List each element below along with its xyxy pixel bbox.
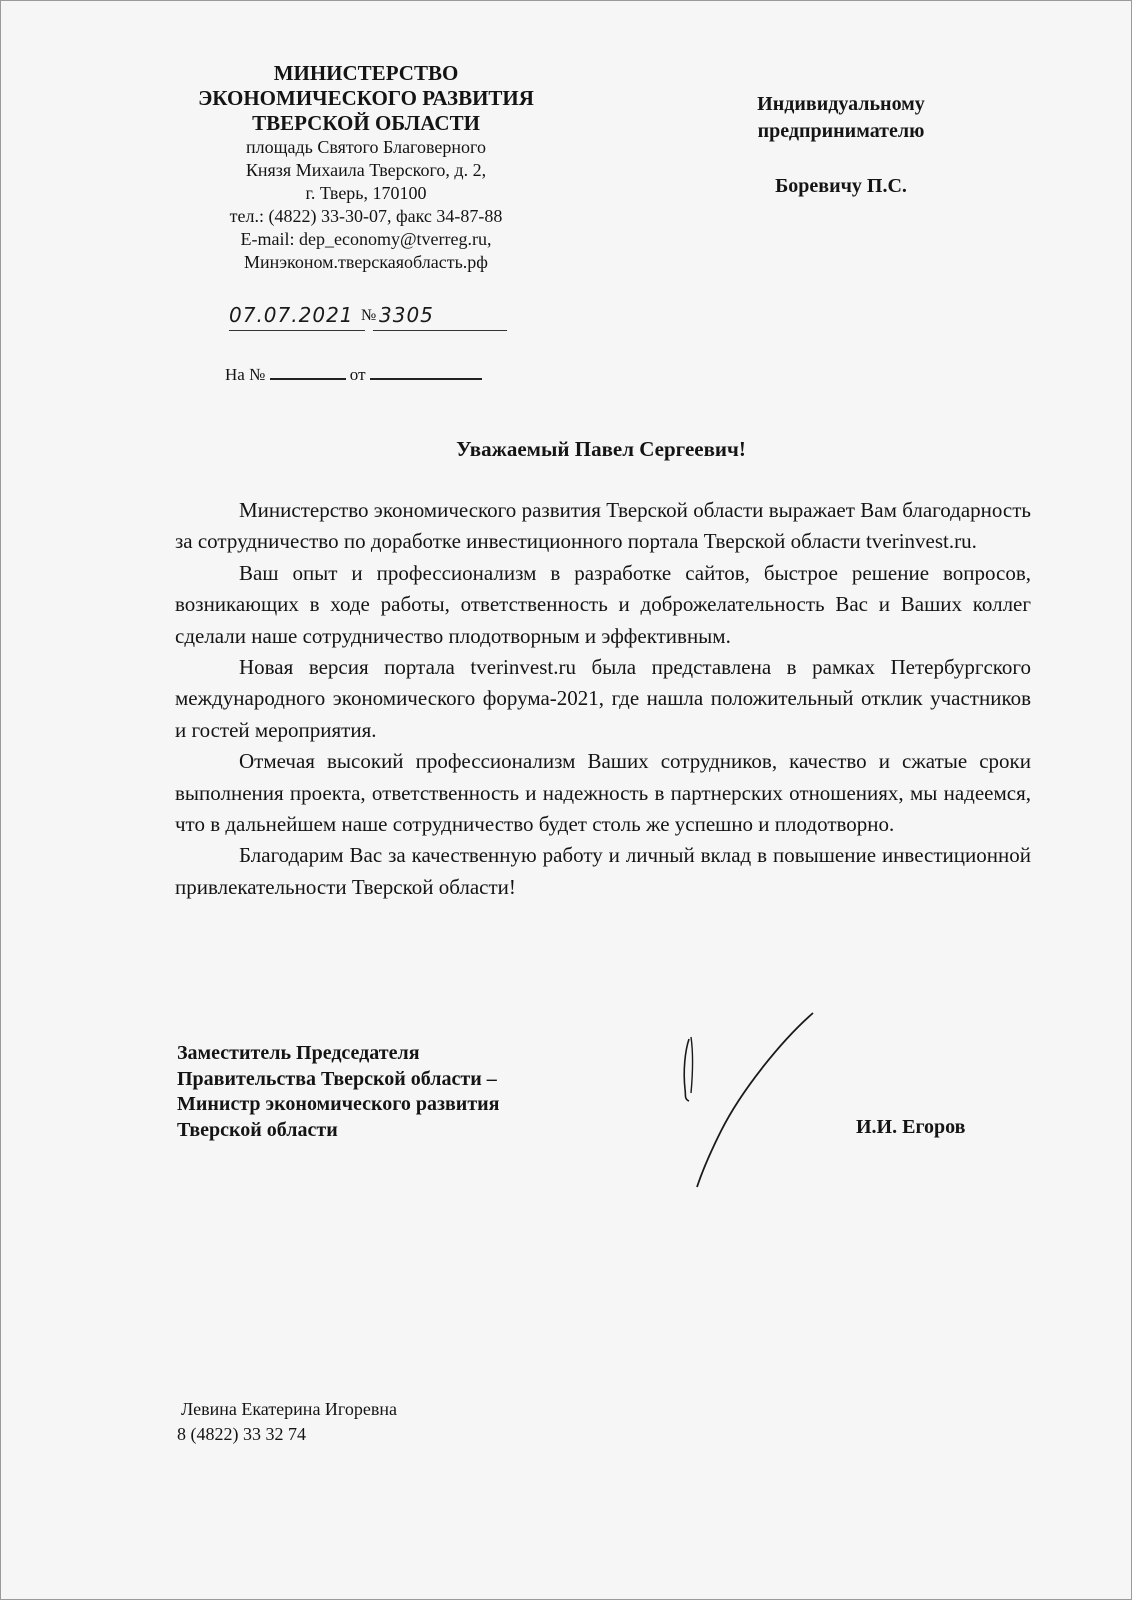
position-line: Тверской области <box>177 1118 338 1141</box>
letterhead-org-line: МИНИСТЕРСТВО <box>273 61 459 85</box>
letterhead <box>171 61 561 274</box>
letterhead-email: E-mail: dep_economy@tverreg.ru, <box>240 229 492 249</box>
incoming-number-label: На № <box>225 365 266 384</box>
incoming-from-label: от <box>349 365 366 384</box>
recipient-name: Боревичу П.С. <box>775 175 907 197</box>
recipient-title-line: Индивидуальному <box>757 93 925 115</box>
recipient-title-line: предпринимателю <box>757 120 925 142</box>
executor-block <box>177 1397 397 1447</box>
outgoing-number-label: № <box>361 307 377 324</box>
executor-phone: 8 (4822) 33 32 74 <box>177 1424 306 1444</box>
body-paragraph: Новая версия портала tverinvest.ru была представлена в рамках Петербургского международного экономического форума-2021, где нашла положительный отклик участников и гостей мероприятия. <box>175 655 1031 742</box>
executor-name: Левина Екатерина Игоревна <box>181 1399 397 1419</box>
letterhead-address-line: г. Тверь, 170100 <box>305 183 427 203</box>
letterhead-address-line: Князя Михаила Тверского, д. 2, <box>245 160 487 180</box>
position-line: Министр экономического развития <box>177 1093 500 1115</box>
recipient-block <box>701 91 981 200</box>
outgoing-date: 07.07.2021 <box>229 303 365 331</box>
handwritten-signature-icon <box>681 1011 841 1191</box>
letterhead-org-line: ЭКОНОМИЧЕСКОГО РАЗВИТИЯ <box>198 86 534 110</box>
incoming-reference <box>225 364 482 385</box>
signer-name: И.И. Егоров <box>856 1116 966 1138</box>
letter-body <box>175 495 1031 903</box>
body-paragraph: Ваш опыт и профессионализм в разработке сайтов, быстрое решение вопросов, возникающих в ходе работы, ответственность и доброжелательность Вас и Ваших коллег сделали наше сотрудничество плодотворным и эффективным. <box>175 560 1031 648</box>
position-line: Правительства Тверской области – <box>177 1067 497 1090</box>
outgoing-number: 3305 <box>373 303 507 331</box>
salutation: Уважаемый Павел Сергеевич! <box>456 437 746 461</box>
incoming-number-blank <box>270 364 346 380</box>
letterhead-website: Минэконом.тверскаяобласть.рф <box>244 252 488 272</box>
letterhead-org-line: ТВЕРСКОЙ ОБЛАСТИ <box>252 111 480 135</box>
signatory-position <box>177 1041 499 1143</box>
letterhead-address-line: площадь Святого Благоверного <box>246 137 486 157</box>
body-paragraph: Отмечая высокий профессионализм Ваших сотрудников, качество и сжатые сроки выполнения проекта, ответственность и надежность в партнерских отношениях, мы надеемся, что в дальнейшем наше сотрудничество будет столь же успешно и плодотворно. <box>175 749 1031 837</box>
incoming-date-blank <box>370 364 482 380</box>
position-line: Заместитель Председателя <box>177 1042 420 1064</box>
body-paragraph: Благодарим Вас за качественную работу и личный вклад в повышение инвестиционной привлекательности Тверской области! <box>175 843 1031 899</box>
letterhead-phone-fax: тел.: (4822) 33-30-07, факс 34-87-88 <box>229 206 503 226</box>
outgoing-reference <box>225 303 505 333</box>
body-paragraph: Министерство экономического развития Тверской области выражает Вам благодарность за сотрудничество по доработке инвестиционного портала Тверской области tverinvest.ru. <box>175 498 1031 554</box>
